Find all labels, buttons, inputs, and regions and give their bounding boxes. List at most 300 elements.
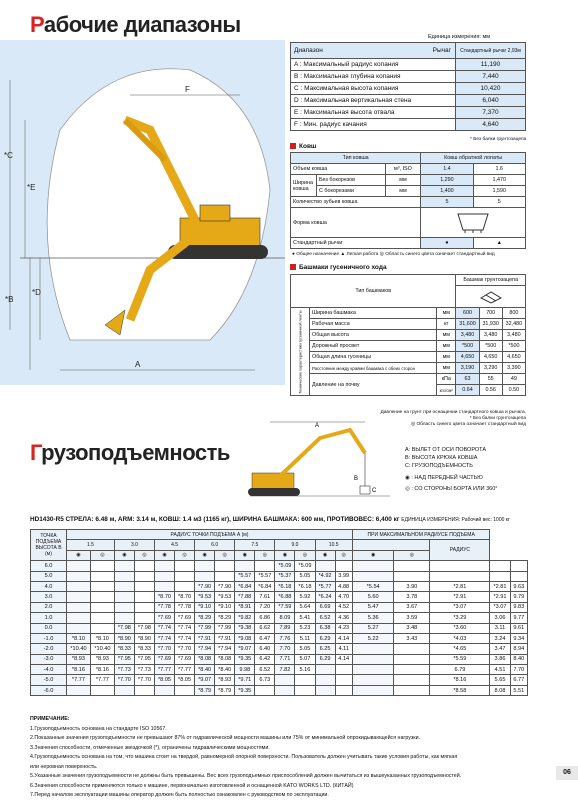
lift-cell: 9.63	[510, 581, 527, 591]
lift-row	[31, 675, 528, 685]
lift-cell: 6.77	[510, 675, 527, 685]
lift-cell	[90, 571, 114, 581]
bucket-table: Тип ковша Ковш обратной лопаты Объем ковша м³, ISO 1.4 1.6 Ширина ковша Без бокорезов мм 1,290 1,470 С бокорезами мм 1,400 1,590 Количество зубьев ковша 5 5 Форма ковша Стандартный рычаг ● ▲	[290, 152, 526, 249]
lift-row	[31, 623, 528, 633]
lift-cell	[114, 602, 134, 612]
lift-cell	[175, 581, 195, 591]
lift-cell: 6.73	[255, 675, 275, 685]
lift-cell: 6.69	[315, 602, 335, 612]
lift-cell: 5.64	[295, 602, 315, 612]
front-icon: ◉	[405, 475, 410, 481]
lift-cell	[215, 561, 235, 571]
lift-cell	[255, 561, 275, 571]
lift-cell	[90, 685, 114, 695]
shoes-notes: Давление на грунт при оснащении стандартного ковша и рычага. * Без балки грунтозацепа ◎ Область синего цвета означает стандартный вид	[380, 410, 526, 427]
lift-cell	[275, 675, 295, 685]
lift-cell	[90, 561, 114, 571]
range-row-b: B : Максимальная глубина копания 7,440	[291, 71, 526, 83]
lift-cell: 7.82	[275, 665, 295, 675]
lift-row	[31, 592, 528, 602]
lift-cell: *8.10	[90, 633, 114, 643]
lift-cell: 9.98	[235, 665, 255, 675]
lift-cell	[394, 644, 430, 654]
lift-cell: *7.99	[215, 623, 235, 633]
lift-cell: 5.11	[295, 633, 315, 643]
lift-cell: *8.90	[134, 633, 154, 643]
lift-cell: 8.09	[275, 613, 295, 623]
lift-cell	[175, 685, 195, 695]
lift-cell: 7.76	[275, 633, 295, 643]
lift-cell: 8.08	[490, 685, 510, 695]
lift-cell: *10.40	[90, 644, 114, 654]
lift-cell: 9.83	[510, 602, 527, 612]
lift-cell: *9.35	[235, 685, 255, 695]
lift-cell: 4.23	[335, 623, 352, 633]
dim-label-b: *B	[5, 295, 14, 304]
lift-cell: *8.58	[430, 685, 490, 695]
range-footnote: * Без балки грунтозацепа	[470, 137, 527, 142]
lift-cell: *6.84	[255, 581, 275, 591]
lift-cell: 7.89	[275, 623, 295, 633]
lift-cell: 9.77	[510, 613, 527, 623]
section-title-lift-capacity: Грузоподъемность	[30, 440, 230, 465]
range-row-a: A : Максимальный радиус копания 11,190	[291, 59, 526, 71]
lift-cell: 9.61	[510, 623, 527, 633]
lift-cell: *7.94	[215, 644, 235, 654]
lift-cell: 3.90	[394, 581, 430, 591]
lift-cell	[114, 613, 134, 623]
lift-cell: 5.51	[510, 685, 527, 695]
lift-cell	[510, 561, 527, 571]
lift-cell	[430, 561, 490, 571]
spec-line: HD1430-R5 СТРЕЛА: 6.48 м, ARM: 3.14 м, КОВШ: 1.4 м3 (1165 кг), ШИРИНА БАШМАКА: 600 мм, ПРОТИВОВЕС: 6,400 кг ЕДИНИЦА ИЗМЕРЕНИЯ: Рабочий вес: 1000 кг	[30, 516, 510, 523]
lift-cell: *8.90	[114, 633, 134, 643]
lift-row	[31, 581, 528, 591]
lift-cell: 5.60	[352, 592, 394, 602]
side-icon: ◎	[295, 550, 315, 560]
lift-cell: *7.69	[155, 654, 175, 664]
lift-cell: 3.86	[490, 654, 510, 664]
section-title-working-ranges: Рабочие диапазоны	[30, 12, 241, 37]
lift-cell	[114, 571, 134, 581]
lift-cell	[315, 561, 335, 571]
lift-cell: *3.29	[430, 613, 490, 623]
lift-cell	[352, 644, 394, 654]
lift-cell: *7.69	[155, 613, 175, 623]
lift-cell: 4.52	[335, 602, 352, 612]
lift-cell: *8.29	[195, 613, 215, 623]
lift-cell	[175, 561, 195, 571]
side-icon: ◎	[134, 550, 154, 560]
lift-cell: *2.91	[490, 592, 510, 602]
lift-cell: *7.91	[215, 633, 235, 643]
lift-cell: *2.81	[490, 581, 510, 591]
lift-cell: 3.47	[490, 644, 510, 654]
lift-cell: *8.33	[114, 644, 134, 654]
lift-cell	[90, 602, 114, 612]
lift-cell	[134, 571, 154, 581]
lift-cell: *7.77	[90, 675, 114, 685]
lift-cell: *9.71	[235, 675, 255, 685]
lift-height: -4.0	[31, 665, 67, 675]
units-label: Единица измерения: мм	[428, 34, 491, 40]
lift-cell: *6.24	[315, 592, 335, 602]
lift-cell: *8.05	[155, 675, 175, 685]
front-icon: ◉	[235, 550, 255, 560]
lift-cell: *5.59	[430, 654, 490, 664]
lift-cell: *5.57	[255, 571, 275, 581]
lift-cell: 6.29	[315, 654, 335, 664]
lift-cell: *9.82	[235, 613, 255, 623]
lift-cell	[114, 592, 134, 602]
lift-height: 6.0	[31, 561, 67, 571]
lift-cell: *6.84	[235, 581, 255, 591]
lift-cell	[490, 571, 510, 581]
lift-cell	[67, 613, 91, 623]
lift-cell: 8.40	[510, 654, 527, 664]
lift-cell: *7.99	[195, 623, 215, 633]
lift-cell	[134, 581, 154, 591]
working-range-diagram	[0, 40, 285, 385]
lift-cell	[315, 665, 335, 675]
lift-row	[31, 571, 528, 581]
lift-cell: *5.57	[235, 571, 255, 581]
lift-cell: *7.78	[155, 602, 175, 612]
lift-cell: *7.88	[235, 592, 255, 602]
lift-cell	[255, 685, 275, 695]
front-icon: ◉	[195, 550, 215, 560]
lift-cell: 5.16	[295, 665, 315, 675]
lift-cell	[275, 685, 295, 695]
lift-cell	[315, 675, 335, 685]
lift-cell	[134, 592, 154, 602]
lift-cell: 6.79	[430, 665, 490, 675]
shoes-table: Тип башмаков Башмак грунтозацепа Технические характеристики гусеничной ленты Ширина башмака мм 600 700 800 Рабочая масса кг 31,600 31,930 32,480 Общая высота мм 3,480 3,480 3,480 Дорожный просвет мм *500 *500 *500 Общая длина гусеницы мм 4,650 4,650 4,650 Расстояние между краями башмака с обеих сторон мм 3,190 3,290 3,390 Давление на почву кПа 63 55 49 кгс/см² 0.64 0.56 0.50	[290, 274, 526, 396]
lift-cell: *6.18	[275, 581, 295, 591]
dim-label-d: *D	[32, 288, 41, 297]
dim-label-f: F	[185, 85, 190, 94]
lift-cell	[155, 561, 175, 571]
lift-cell: 5.23	[295, 623, 315, 633]
lift-cell: 6.62	[255, 623, 275, 633]
lift-cell: 3.11	[490, 623, 510, 633]
range-row-e: E : Максимальная высота отвала 7,370	[291, 107, 526, 119]
lift-cell: *9.07	[235, 644, 255, 654]
lift-cell: *9.35	[235, 654, 255, 664]
lift-cell: *8.16	[67, 665, 91, 675]
lift-cell: 3.06	[490, 613, 510, 623]
lift-cell: 4.14	[335, 654, 352, 664]
lift-cell: 5.36	[352, 613, 394, 623]
lift-cell: 3.59	[394, 613, 430, 623]
lift-cell: *8.16	[430, 675, 490, 685]
lift-cell: 4.70	[335, 592, 352, 602]
side-icon: ◎	[335, 550, 352, 560]
lift-height: 0.0	[31, 623, 67, 633]
lift-cell	[352, 571, 394, 581]
lift-cell: *8.70	[155, 592, 175, 602]
lift-dim-b: B	[354, 476, 359, 482]
lift-cell: 6.29	[315, 633, 335, 643]
lift-cell: *7.74	[175, 623, 195, 633]
lift-height: 5.0	[31, 571, 67, 581]
lift-cell: *7.98	[134, 623, 154, 633]
lift-cell: *7.73	[134, 665, 154, 675]
side-icon: ◎	[255, 550, 275, 560]
light-work-icon: ▲	[473, 238, 525, 249]
general-purpose-icon: ●	[421, 238, 473, 249]
lift-radius-header: РАДИУС	[430, 540, 490, 561]
lift-cell: 4.11	[335, 644, 352, 654]
lift-cell: *6.18	[295, 581, 315, 591]
lift-cell: *9.10	[215, 602, 235, 612]
lift-cell: 6.86	[255, 613, 275, 623]
lift-cell: *8.10	[67, 633, 91, 643]
lift-cell	[67, 623, 91, 633]
lift-cell: *8.79	[215, 685, 235, 695]
lift-cell: *7.95	[134, 654, 154, 664]
lift-cell: 4.88	[335, 581, 352, 591]
lift-cell	[335, 561, 352, 571]
lift-cell	[394, 675, 430, 685]
lift-cell: *8.08	[195, 654, 215, 664]
lift-cell: *3.60	[430, 623, 490, 633]
lift-cell: 6.47	[255, 633, 275, 643]
range-row-c: C : Максимальная высота копания 10,420	[291, 83, 526, 95]
notes: ПРИМЕЧАНИЕ: 1.Грузоподъемность основана на стандарте ISO 10567. 2.Показанные значения грузоподъемности не превышают 87% от гидравлической мощности машины или 75% от минимальной опрокидывающейся нагрузки. 3.Значения способности, отмеченные звездочкой (*), ограничены гидравлическими мощностями. 4.Грузоподъемность основана на том, что машина стоит на твердой, равномерной опорной поверхности. Пользователь должен учитывать такие условия работы, как мягкая или неровная поверхность. 5.Указанные значения грузоподъемности не должны быть превышены. Вес всех грузоподъемных приспособлений должен вычитаться из вышеуказанных грузоподъемностей. 6.Значения способности применяются только к машине, первоначально изготовленной и оснащенной KATO WORKS LTD. (КИТАЙ) 7.Перед началом эксплуатации машины оператор должен быть полностью ознакомлен с руководством по эксплуатации.	[30, 716, 462, 798]
lift-cell: 3.78	[394, 592, 430, 602]
lift-height: 4.0	[31, 581, 67, 591]
lift-cell: *8.08	[215, 654, 235, 664]
lift-cell: *9.08	[235, 633, 255, 643]
lift-row	[31, 633, 528, 643]
lift-cell	[175, 571, 195, 581]
lift-cell: *8.93	[67, 654, 91, 664]
lift-cell: *9.53	[215, 592, 235, 602]
lift-cell	[195, 571, 215, 581]
lift-row	[31, 685, 528, 695]
lift-cell: 7.61	[255, 592, 275, 602]
lift-cell	[394, 654, 430, 664]
lift-cell: 5.92	[295, 592, 315, 602]
lift-row	[31, 644, 528, 654]
lift-cell	[315, 685, 335, 695]
lift-cell	[215, 571, 235, 581]
lift-cell	[155, 685, 175, 695]
lift-cell	[90, 581, 114, 591]
lift-cell	[67, 571, 91, 581]
lift-cell: *5.77	[315, 581, 335, 591]
lift-dim-c: C	[372, 488, 377, 494]
lift-cell	[155, 571, 175, 581]
lift-cell	[352, 665, 394, 675]
lift-cell	[134, 561, 154, 571]
lift-cell: *7.77	[175, 665, 195, 675]
lift-cell: 3.43	[394, 633, 430, 643]
range-header-arm: Стандартный рычаг 2,93м	[456, 43, 526, 59]
lift-legend: A: ВЫЛЕТ ОТ ОСИ ПОВОРОТА B: ВЫСОТА КРЮКА КОВША C: ГРУЗОПОДЪЕМНОСТЬ ◉ : НАД ПЕРЕДНЕЙ ЧАСТЬЮ ◎ : СО СТОРОНЫ БОРТА ИЛИ 360°	[405, 447, 498, 492]
lift-cell: *4.03	[430, 633, 490, 643]
lift-row	[31, 561, 528, 571]
lift-cell	[235, 561, 255, 571]
lift-cell: *7.95	[114, 654, 134, 664]
lift-cell: *10.40	[67, 644, 91, 654]
lift-cell	[295, 685, 315, 695]
lift-cell	[335, 675, 352, 685]
lift-cell	[134, 685, 154, 695]
lift-cell: 5.22	[352, 633, 394, 643]
side-icon: ◎	[394, 550, 430, 560]
lift-cell: 3.67	[394, 602, 430, 612]
lift-cell: 5.41	[295, 613, 315, 623]
lift-cell	[490, 561, 510, 571]
lift-cell: *4.65	[430, 644, 490, 654]
lift-cell: 8.94	[510, 644, 527, 654]
shoes-section-title: Башмаки гусеничного хода	[290, 264, 387, 271]
lift-cell: *7.90	[195, 581, 215, 591]
lift-cell: *8.40	[215, 665, 235, 675]
lift-cell: *7.94	[195, 644, 215, 654]
lift-cell: *6.88	[275, 592, 295, 602]
lift-radius-col-6: 10.5	[315, 540, 352, 550]
lift-cell: *7.74	[155, 623, 175, 633]
lift-height: 2.0	[31, 602, 67, 612]
lift-diagram	[240, 418, 400, 503]
lift-height: 1.0	[31, 613, 67, 623]
lift-cell: *7.70	[155, 644, 175, 654]
lift-cell: *8.29	[215, 613, 235, 623]
lift-height: -2.0	[31, 644, 67, 654]
lift-cell: *2.81	[430, 581, 490, 591]
front-icon: ◉	[315, 550, 335, 560]
lift-cell	[394, 571, 430, 581]
lift-cell: *5.09	[295, 561, 315, 571]
lift-cell	[67, 592, 91, 602]
lift-cell: 5.07	[295, 654, 315, 664]
lift-cell: *7.78	[175, 602, 195, 612]
bucket-shape-icon	[453, 210, 493, 234]
lift-cell: 4.14	[335, 633, 352, 643]
lift-radius-col-3: 6.0	[195, 540, 235, 550]
lift-cell	[394, 685, 430, 695]
lift-dim-a: A	[315, 423, 320, 429]
front-icon: ◉	[114, 550, 134, 560]
grouser-shoe-icon	[479, 288, 503, 304]
lift-cell: *8.40	[195, 665, 215, 675]
front-icon: ◉	[275, 550, 295, 560]
bucket-legend: ● Общее назначение ▲ Легкая работа ◎ Область синего цвета означает стандартный вид	[292, 252, 495, 257]
page-number: 06	[556, 766, 578, 780]
lift-radius-col-2: 4.5	[155, 540, 195, 550]
lift-height: -5.0	[31, 675, 67, 685]
lift-row	[31, 602, 528, 612]
lift-cell: *7.69	[175, 654, 195, 664]
range-row-f: F : Мин. радиус качания 4,640	[291, 119, 526, 131]
lift-cell	[352, 685, 394, 695]
lift-cell: *9.38	[235, 623, 255, 633]
lift-cell: 4.36	[335, 613, 352, 623]
lift-cell: 9.34	[510, 633, 527, 643]
lift-cell: *8.16	[90, 665, 114, 675]
lift-cell: 7.70	[275, 644, 295, 654]
lift-cell: 5.27	[352, 623, 394, 633]
lift-row	[31, 665, 528, 675]
lift-cell	[134, 602, 154, 612]
lift-cell: 5.05	[295, 571, 315, 581]
lift-cell	[134, 613, 154, 623]
lift-cell: *4.92	[315, 571, 335, 581]
lift-cell: 3.99	[335, 571, 352, 581]
lift-cell: *8.79	[195, 685, 215, 695]
lift-cell	[90, 592, 114, 602]
lift-radius-col-1: 3.0	[114, 540, 154, 550]
lift-row	[31, 654, 528, 664]
lift-cell: 5.05	[295, 644, 315, 654]
lift-cell: *7.77	[155, 665, 175, 675]
lift-cell	[90, 613, 114, 623]
lift-cell: *5.37	[275, 571, 295, 581]
lift-cell	[67, 581, 91, 591]
bucket-section-title: Ковш	[290, 143, 316, 150]
lift-cell: *8.93	[90, 654, 114, 664]
lift-cell: 4.51	[490, 665, 510, 675]
lift-cell	[352, 561, 394, 571]
dim-label-e: *E	[27, 183, 36, 192]
front-icon: ◉	[155, 550, 175, 560]
lift-cell: *2.91	[430, 592, 490, 602]
lift-height: -1.0	[31, 633, 67, 643]
side-icon: ◎	[215, 550, 235, 560]
lift-cell	[114, 561, 134, 571]
front-icon: ◉	[352, 550, 394, 560]
lift-cell: *7.74	[175, 633, 195, 643]
lift-cell	[510, 571, 527, 581]
lift-cell: *3.07	[490, 602, 510, 612]
lift-cell: *7.70	[134, 675, 154, 685]
lift-cell: *7.90	[215, 581, 235, 591]
lift-cell: *7.59	[275, 602, 295, 612]
lift-cell	[335, 685, 352, 695]
side-icon: ◎	[90, 550, 114, 560]
lift-cell	[67, 602, 91, 612]
lift-cell	[394, 665, 430, 675]
lift-cell	[295, 675, 315, 685]
lift-radius-col-5: 9.0	[275, 540, 315, 550]
side-icon: ◎	[405, 486, 410, 492]
range-header-range: Диапазон Рычаг	[291, 43, 456, 59]
lift-cell	[90, 623, 114, 633]
lift-cell: 5.47	[352, 602, 394, 612]
dim-label-a: A	[135, 360, 141, 369]
lift-cell: 6.40	[255, 644, 275, 654]
lift-cell: *7.73	[114, 665, 134, 675]
lift-cell	[195, 561, 215, 571]
lift-cell: *5.09	[275, 561, 295, 571]
lift-cell: 7.20	[255, 602, 275, 612]
lift-cell: *9.53	[195, 592, 215, 602]
lift-cell: *7.74	[155, 633, 175, 643]
lift-cell: 6.42	[255, 654, 275, 664]
lift-cell	[114, 581, 134, 591]
lift-cell	[430, 571, 490, 581]
lift-cell	[352, 654, 394, 664]
lift-cell	[67, 561, 91, 571]
lift-cell: *9.07	[195, 675, 215, 685]
side-icon: ◎	[175, 550, 195, 560]
lift-cell: *3.07	[430, 602, 490, 612]
lift-cell: *8.93	[215, 675, 235, 685]
lift-cell: *7.69	[175, 613, 195, 623]
